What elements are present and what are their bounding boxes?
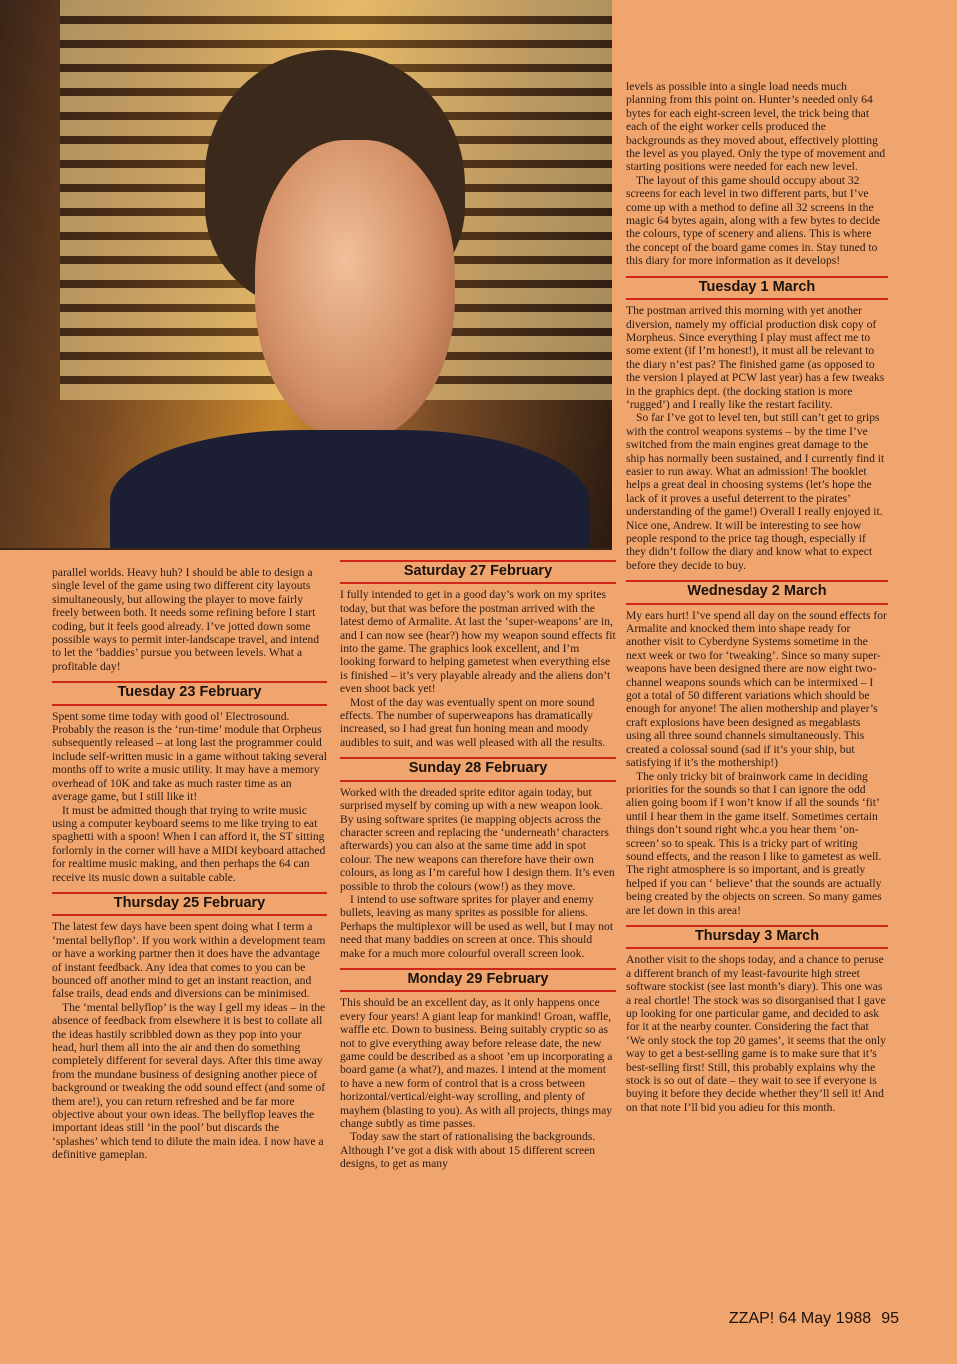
entry-paragraph: Most of the day was eventually spent on more sound effects. The number of superweapons has dramatically increased, so I had great fun honing mean and moody audibles to suit, and was well pleased with all the results. (340, 695, 606, 749)
page-footer (729, 1310, 899, 1328)
heading-tuesday-23-february: Tuesday 23 February (52, 681, 327, 705)
heading-saturday-27-february: Saturday 27 February (340, 560, 616, 584)
heading-wednesday-2-march: Wednesday 2 March (626, 580, 888, 604)
entry-paragraph: The latest few days have been spent doing what I term a ‘mental bellyflop’. If you work within a development team or have a working partner then it does have the advantage of instant feedback. Any idea that comes to you can be bounced off another mind to get an instant reaction, and false trails, dead ends and diversions can be minimised. (52, 920, 326, 1001)
face-shape (255, 140, 455, 440)
sweater-shape (110, 430, 590, 550)
entry-paragraph: I intend to use software sprites for player and enemy bullets, leaving as many sprites as possible for aliens. Perhaps the multiplexor will be used as well, but I may not need that many baddies on screen at once. This should make for a much more colourful overall screen look. (340, 892, 614, 960)
entry-paragraph: The ‘mental bellyflop’ is the way I gell my ideas – in the absence of feedback from elsewhere it is best to collate all the ideas hastily scribbled down as they pop into your head, hurl them all into the air and then do something completely different for several days. After this time away from the mundane business of designing another piece of background or tweaking the odd sound effect (and some of them are!), you can return refreshed and be far more objective about your own ideas. The bellyflop leaves the important ideas still ‘in the pool’ but discards the ‘splashes’ which tend to dilute the main idea. I now have a definitive gameplan. (52, 1000, 326, 1162)
column-1 (52, 566, 327, 1162)
entry-paragraph: The postman arrived this morning with yet another diversion, namely my official production disk copy of Morpheus. Since everything I play must affect me to some extent (if I’m honest!), it must all be relevant to the diary n’est pas? The finished game (as opposed to the version I played at PCW last year) has a few tweaks in the graphics dept. (the docking station is more ‘rugged’) and I really like the restart facility. (626, 304, 885, 411)
entry-paragraph: Today saw the start of rationalising the backgrounds. Although I’ve got a disk with about 15 different screen designs, to get as many (340, 1130, 596, 1171)
entry-paragraph: Another visit to the shops today, and a chance to peruse a different branch of my least-favourite high street software stockist (see last month’s diary). This one was a real chortle! The stock was so disorganised that I gave up looking for one particular game, and decided to ask for it at the nearby counter. Considering the fact that ‘We only stock the top 20 games’, it seems that the only way to get a best-selling game is to make sure that it’s best-selling first! Still, this probably explains why the stock is so out of date – they wait to see if everyone is buying it before they decide whether they’ll sell it! And on that note I’ll bid you adieu for this month. (626, 953, 886, 1114)
entry-paragraph: Spent some time today with good ol’ Electrosound. Probably the reason is the ‘run-time’ module that Orpheus subsequently released – at long last the programmer could include self-written music in a game without taking several months off to write a music utility. It may have a memory overhead of 10K and take as much raster time as an average game, but I still like it! (52, 709, 327, 804)
magazine-issue: ZZAP! 64 May 1988 (728, 1310, 872, 1327)
entry-paragraph: It must be admitted though that trying to write music using a computer keyboard seems to me like trying to eat spaghetti with a spoon! When I can afford it, the ST sitting forlornly in the corner will have a MIDI keyboard attached for realtime music making, and then perhaps the 64 can receive its music down a suitable cable. (52, 803, 326, 884)
heading-monday-29-february: Monday 29 February (340, 968, 616, 992)
entry-paragraph: So far I’ve got to level ten, but still can’t get to grips with the control weapons systems – by the time I’ve switched from the main engines great damage to the ship has normally been sustained, and I currently find it easier to run away. What an admission! The booklet helps a great deal in choosing systems (let’s hope the lack of it proves a useful deterrent to the pirates’ understanding of the game!) Overall I really enjoyed it. Nice one, Andrew. It will be interesting to see how people respond to the price tag though, especially if they didn’t follow the diary and know what to expect before they decide to buy. (626, 411, 885, 572)
intro-paragraph: parallel worlds. Heavy huh? I should be able to design a single level of the game using two different city layouts simultaneously, but allowing the player to move fairly freely between both. It needs some refining before I start coding, but it feels good already. I’ve jotted down some possible ways to permit inter-landscape travel, and intend to let the ‘baddies’ pursue you between levels. What a profitable day! (52, 566, 319, 673)
heading-tuesday-1-march: Tuesday 1 March (626, 276, 888, 300)
column-2 (340, 560, 616, 1171)
heading-sunday-28-february: Sunday 28 February (340, 757, 616, 781)
page-number: 95 (881, 1310, 899, 1327)
entry-paragraph: I fully intended to get in a good day’s work on my sprites today, but that was before the postman arrived with the latest demo of Armalite. At last the ‘super-weapons’ are in, and I can now see (hear?) how my weapon sound effects fit into the game. The graphics look excellent, and I’m looking forward to helping gametest when everything else is finished – it’s very playable already and the aliens don’t even shoot back yet! (340, 588, 616, 696)
continued-paragraph: levels as possible into a single load needs much planning from this point on. Hunter’s needed only 64 bytes for each eight-screen level, the trick being that each of the eight worker cells produced the backgrounds as they moved about, effectively plotting the level as you played. Only the type of movement and starting positions were needed for each new level. (626, 80, 886, 174)
heading-thursday-3-march: Thursday 3 March (626, 925, 888, 949)
entry-paragraph: My ears hurt! I’ve spend all day on the sound effects for Armalite and knocked them into shape ready for another visit to Cyberdyne Systems sometime in the next week or two for ‘tweaking’. Since so many super-weapons have been designed there are now eight two-channel weapons sounds which can be intermixed – I got a total of 50 different variations which should be enough for anyone! The alien mothership and player’s craft explosions have been designed as megablasts using all three sound channels simultaneously. This created a colossal sound (sad if it’s your ship, but satisfying if it’s the mothership!) (626, 608, 887, 770)
continued-paragraph: The layout of this game should occupy about 32 screens for each level in two different parts, but I’ve come up with a method to define all 32 screens in the magic 64 bytes again, along with a few bytes to decide the colours, type of scenery and aliens. This is where the concept of the board game comes in. Stay tuned to this diary for more information as it develops! (626, 173, 881, 268)
heading-thursday-25-february: Thursday 25 February (52, 892, 327, 916)
entry-paragraph: The only tricky bit of brainwork came in deciding priorities for the sounds so that I can ignore the odd alien going boom if I won’t know if all the sounds ‘fit’ until I hear them in the game itself. Sometimes certain things don’t sound right whc.a you hear them ‘on-screen’ so to speak. This is a tricky part of writing sound effects, and the reason I like to gametest as well. The right atmosphere is so important, and is greatly helped if you can ‘ believe’ that the sounds are actually being created by the objects on screen. So many games are let down in this area! (626, 769, 882, 917)
entry-paragraph: This should be an excellent day, as it only happens once every four years! A giant leap for mankind! Groan, waffle, waffle etc. Down to business. Being suitably cryptic so as not to give everything away before release date, the new game could be described as a shoot ’em up incorporating a board game (a what?), and mazes. I intend at the moment to have a new form of control that is a cross between horizontal/vertical/eight-way scrolling, and plenty of mayhem (blasting to you). As with all projects, things may change subtly as time passes. (340, 996, 613, 1131)
portrait-photo (0, 0, 612, 550)
column-3 (626, 80, 888, 1114)
entry-paragraph: Worked with the dreaded sprite editor again today, but surprised myself by coming up with a new weapon look. By using software sprites (ie mapping objects across the character screen and replacing the ‘underneath’ characters afterwards) you can also at the same time add in spot colour. The new weapons can therefore have their own colours, as long as I’m careful how I design them. It’s even possible to throb the colours (wow!) as they move. (340, 785, 615, 893)
